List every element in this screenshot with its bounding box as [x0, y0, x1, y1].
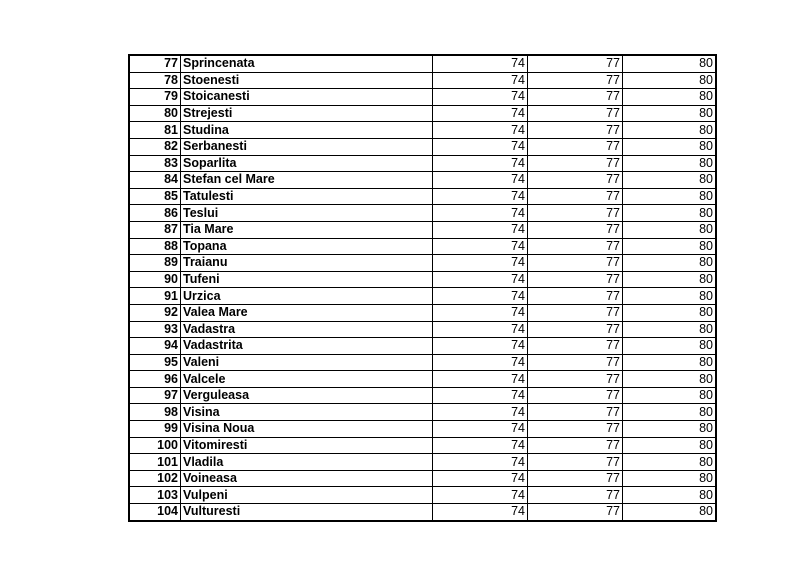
- value-col-2: 77: [528, 470, 623, 487]
- value-col-3: 80: [623, 304, 717, 321]
- value-col-3: 80: [623, 404, 717, 421]
- value-col-1: 74: [433, 138, 528, 155]
- value-col-2: 77: [528, 421, 623, 438]
- value-col-2: 77: [528, 238, 623, 255]
- value-col-3: 80: [623, 172, 717, 189]
- row-number: 78: [129, 72, 181, 89]
- value-col-2: 77: [528, 105, 623, 122]
- locality-name: Vadastrita: [181, 338, 433, 355]
- locality-name: Topana: [181, 238, 433, 255]
- row-number: 92: [129, 304, 181, 321]
- value-col-3: 80: [623, 437, 717, 454]
- row-number: 83: [129, 155, 181, 172]
- value-col-1: 74: [433, 504, 528, 521]
- row-number: 85: [129, 188, 181, 205]
- value-col-2: 77: [528, 172, 623, 189]
- table-row: [129, 338, 716, 355]
- locality-name: Vadastra: [181, 321, 433, 338]
- locality-name: Serbanesti: [181, 138, 433, 155]
- locality-name: Vulpeni: [181, 487, 433, 504]
- value-col-1: 74: [433, 105, 528, 122]
- value-col-3: 80: [623, 55, 717, 72]
- value-col-1: 74: [433, 338, 528, 355]
- table-row: [129, 122, 716, 139]
- locality-name: Studina: [181, 122, 433, 139]
- value-col-1: 74: [433, 255, 528, 272]
- value-col-3: 80: [623, 221, 717, 238]
- locality-name: Valeni: [181, 354, 433, 371]
- value-col-3: 80: [623, 487, 717, 504]
- locality-name: Visina Noua: [181, 421, 433, 438]
- row-number: 84: [129, 172, 181, 189]
- value-col-1: 74: [433, 421, 528, 438]
- data-table: [128, 54, 717, 522]
- row-number: 77: [129, 55, 181, 72]
- row-number: 99: [129, 421, 181, 438]
- value-col-1: 74: [433, 238, 528, 255]
- locality-name: Vladila: [181, 454, 433, 471]
- value-col-3: 80: [623, 122, 717, 139]
- locality-name: Urzica: [181, 288, 433, 305]
- value-col-2: 77: [528, 321, 623, 338]
- locality-name: Vitomiresti: [181, 437, 433, 454]
- value-col-1: 74: [433, 454, 528, 471]
- value-col-2: 77: [528, 271, 623, 288]
- locality-name: Teslui: [181, 205, 433, 222]
- value-col-1: 74: [433, 437, 528, 454]
- value-col-2: 77: [528, 55, 623, 72]
- locality-name: Tatulesti: [181, 188, 433, 205]
- value-col-2: 77: [528, 188, 623, 205]
- table-row: [129, 321, 716, 338]
- value-col-1: 74: [433, 89, 528, 106]
- value-col-2: 77: [528, 155, 623, 172]
- value-col-1: 74: [433, 172, 528, 189]
- value-col-2: 77: [528, 138, 623, 155]
- locality-name: Voineasa: [181, 470, 433, 487]
- value-col-3: 80: [623, 371, 717, 388]
- value-col-3: 80: [623, 504, 717, 521]
- row-number: 98: [129, 404, 181, 421]
- value-col-2: 77: [528, 122, 623, 139]
- table-row: [129, 288, 716, 305]
- table-row: [129, 271, 716, 288]
- value-col-3: 80: [623, 338, 717, 355]
- table-row: [129, 72, 716, 89]
- table-row: [129, 454, 716, 471]
- table-row: [129, 470, 716, 487]
- table-row: [129, 221, 716, 238]
- table-row: [129, 205, 716, 222]
- row-number: 104: [129, 504, 181, 521]
- value-col-2: 77: [528, 404, 623, 421]
- value-col-1: 74: [433, 72, 528, 89]
- value-col-3: 80: [623, 105, 717, 122]
- value-col-3: 80: [623, 89, 717, 106]
- value-col-1: 74: [433, 404, 528, 421]
- value-col-2: 77: [528, 72, 623, 89]
- value-col-1: 74: [433, 205, 528, 222]
- table-row: [129, 138, 716, 155]
- row-number: 93: [129, 321, 181, 338]
- value-col-1: 74: [433, 371, 528, 388]
- row-number: 94: [129, 338, 181, 355]
- locality-name: Strejesti: [181, 105, 433, 122]
- value-col-1: 74: [433, 221, 528, 238]
- value-col-3: 80: [623, 188, 717, 205]
- value-col-3: 80: [623, 288, 717, 305]
- table-row: [129, 404, 716, 421]
- table-row: [129, 55, 716, 72]
- table-row: [129, 304, 716, 321]
- locality-name: Tia Mare: [181, 221, 433, 238]
- locality-name: Stefan cel Mare: [181, 172, 433, 189]
- locality-name: Visina: [181, 404, 433, 421]
- row-number: 100: [129, 437, 181, 454]
- table-row: [129, 487, 716, 504]
- row-number: 96: [129, 371, 181, 388]
- row-number: 82: [129, 138, 181, 155]
- row-number: 87: [129, 221, 181, 238]
- table-row: [129, 155, 716, 172]
- value-col-1: 74: [433, 321, 528, 338]
- value-col-3: 80: [623, 138, 717, 155]
- value-col-2: 77: [528, 387, 623, 404]
- value-col-2: 77: [528, 454, 623, 471]
- table-body: [129, 55, 716, 521]
- value-col-3: 80: [623, 387, 717, 404]
- value-col-3: 80: [623, 255, 717, 272]
- value-col-2: 77: [528, 371, 623, 388]
- value-col-3: 80: [623, 72, 717, 89]
- value-col-2: 77: [528, 288, 623, 305]
- value-col-1: 74: [433, 155, 528, 172]
- row-number: 79: [129, 89, 181, 106]
- value-col-2: 77: [528, 437, 623, 454]
- value-col-2: 77: [528, 255, 623, 272]
- locality-name: Tufeni: [181, 271, 433, 288]
- table-row: [129, 437, 716, 454]
- value-col-2: 77: [528, 338, 623, 355]
- table-row: [129, 421, 716, 438]
- value-col-2: 77: [528, 89, 623, 106]
- value-col-2: 77: [528, 354, 623, 371]
- value-col-3: 80: [623, 421, 717, 438]
- locality-name: Stoicanesti: [181, 89, 433, 106]
- table-row: [129, 504, 716, 521]
- value-col-2: 77: [528, 221, 623, 238]
- value-col-1: 74: [433, 487, 528, 504]
- row-number: 97: [129, 387, 181, 404]
- table-row: [129, 105, 716, 122]
- value-col-3: 80: [623, 354, 717, 371]
- locality-name: Soparlita: [181, 155, 433, 172]
- row-number: 88: [129, 238, 181, 255]
- locality-name: Valcele: [181, 371, 433, 388]
- locality-name: Vulturesti: [181, 504, 433, 521]
- row-number: 102: [129, 470, 181, 487]
- value-col-1: 74: [433, 354, 528, 371]
- row-number: 81: [129, 122, 181, 139]
- row-number: 101: [129, 454, 181, 471]
- table-row: [129, 188, 716, 205]
- value-col-2: 77: [528, 504, 623, 521]
- value-col-1: 74: [433, 470, 528, 487]
- value-col-2: 77: [528, 487, 623, 504]
- table-row: [129, 89, 716, 106]
- value-col-1: 74: [433, 288, 528, 305]
- value-col-1: 74: [433, 271, 528, 288]
- table-row: [129, 371, 716, 388]
- value-col-3: 80: [623, 205, 717, 222]
- locality-name: Traianu: [181, 255, 433, 272]
- table-row: [129, 354, 716, 371]
- value-col-1: 74: [433, 387, 528, 404]
- row-number: 89: [129, 255, 181, 272]
- row-number: 91: [129, 288, 181, 305]
- locality-name: Sprincenata: [181, 55, 433, 72]
- table-row: [129, 255, 716, 272]
- table-row: [129, 387, 716, 404]
- value-col-3: 80: [623, 454, 717, 471]
- locality-name: Stoenesti: [181, 72, 433, 89]
- value-col-3: 80: [623, 321, 717, 338]
- row-number: 90: [129, 271, 181, 288]
- value-col-3: 80: [623, 155, 717, 172]
- table-row: [129, 238, 716, 255]
- value-col-3: 80: [623, 470, 717, 487]
- row-number: 103: [129, 487, 181, 504]
- value-col-3: 80: [623, 271, 717, 288]
- row-number: 86: [129, 205, 181, 222]
- locality-name: Verguleasa: [181, 387, 433, 404]
- value-col-3: 80: [623, 238, 717, 255]
- row-number: 80: [129, 105, 181, 122]
- value-col-1: 74: [433, 122, 528, 139]
- value-col-1: 74: [433, 304, 528, 321]
- value-col-1: 74: [433, 55, 528, 72]
- row-number: 95: [129, 354, 181, 371]
- value-col-2: 77: [528, 304, 623, 321]
- value-col-2: 77: [528, 205, 623, 222]
- value-col-1: 74: [433, 188, 528, 205]
- locality-name: Valea Mare: [181, 304, 433, 321]
- table-row: [129, 172, 716, 189]
